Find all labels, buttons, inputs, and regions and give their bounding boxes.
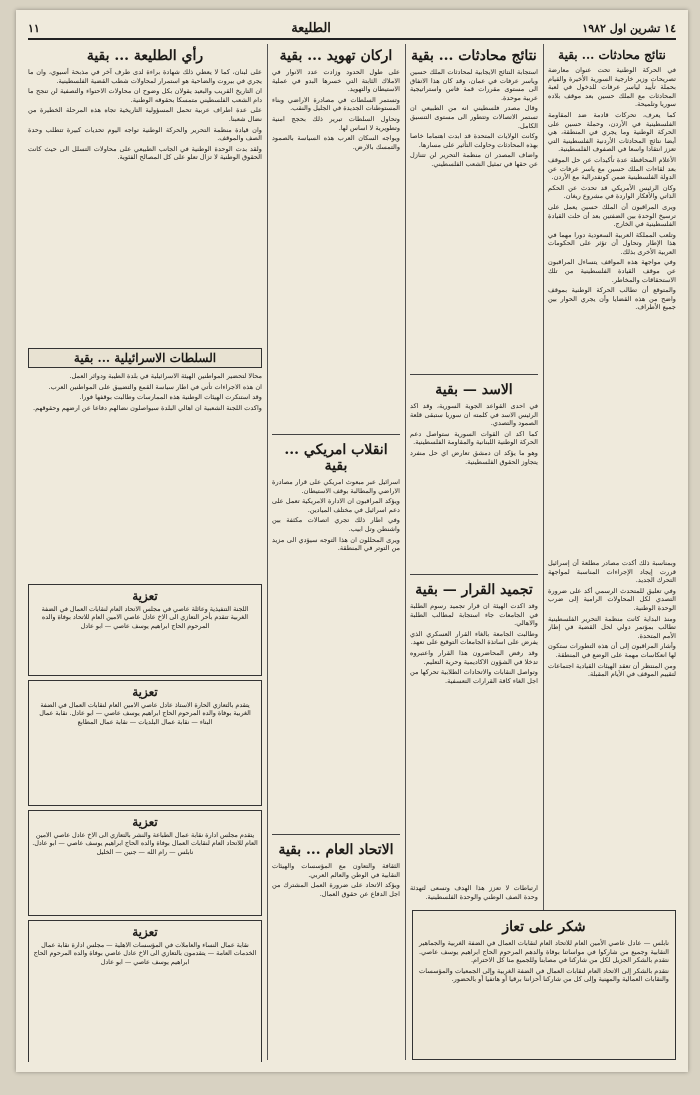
paragraph: والمتوقع أن تطالب الحركة الوطنية بموقف واضح من هذه القضايا وأن يجري الحوار بين جميع الأطراف. — [548, 286, 676, 312]
page-number: ١١ — [28, 21, 40, 35]
paragraph: كما اكد ان القوات السورية ستواصل دعم الحركة الوطنية اللبنانية والمقاومة الفلسطينية. — [410, 429, 538, 447]
article-israeli-authorities — [28, 344, 262, 574]
section-divider — [272, 434, 400, 435]
paragraph: الأعلام المحافظة عدة تأكيدات عن حل الموقف بعد لقاءات الملك حسين مع ياسر عرفات عن الدولة الفلسطينية ضمن كونفدرالية مع الأردن. — [548, 155, 676, 182]
issue-date: ١٤ تشرين اول ١٩٨٢ — [582, 21, 676, 35]
article-body — [410, 402, 538, 466]
paragraph: واكدت اللجنة الشعبية ان اهالي البلدة سيواصلون نضالهم دفاعا عن ارضهم وحقوقهم. — [32, 403, 262, 412]
section-divider — [410, 374, 538, 375]
condolence-notice — [28, 920, 262, 1062]
paragraph: ويؤكد الاتحاد على ضرورة العمل المشترك من اجل الدفاع عن حقوق العمال. — [272, 881, 400, 898]
condolence-heading: تعزية — [132, 589, 158, 603]
paragraph: في الحركة الوطنية تحت عنوان معارضة تصريحات وزير خارجية السورية الأخيرة والقيام بحملة تأييد لياسر عرفات للدخول في لعبة المحادثات مع الملك حسين بعد موقف بلاده سوريا وتلميحة. — [548, 66, 676, 109]
paragraph: وقد اكدت الهيئة ان قرار تجميد رسوم الطلبة في الجامعات جاء استجابة لمطالب الطلبة والاهالي. — [410, 602, 538, 628]
article-assad-continued — [410, 378, 538, 568]
paragraph: ومنذ البداية كانت منظمة التحرير الفلسطينية تطالب بمؤتمر دولي لحل القضية في إطار الأمم المتحدة. — [548, 614, 676, 640]
article-american-coup — [272, 438, 400, 818]
paragraph: وهو ما يؤكد ان دمشق تعارض اي حل منفرد يتجاوز الحقوق الفلسطينية. — [410, 448, 538, 466]
paragraph: وأشار المراقبون إلى أن هذه التطورات ستكون لها انعكاسات مهمة على الوضع في المنطقة. — [548, 642, 676, 659]
paragraph: كما يعرف، تحركات قادمة ضد المقاومة الفلسطينية في الأردن، وحملة حسين على الحركة الوطنية وما يجري في المنطقة، هي أيضا نتائج المحادثات الأردنية الفلسطينية التي تعزز انتقادا واسعا في الصفوف الفلسطينية. — [548, 110, 676, 154]
article-judaization — [272, 44, 400, 364]
paragraph: وفي اطار ذلك تجري اتصالات مكثفة بين واشنطن وتل ابيب. — [272, 516, 400, 533]
paragraph: في احدى القواعد الجوية السورية، وقد اكد الرئيس الاسد في كلمته ان سوريا ستبقى قلعة الصمود والتصدي. — [410, 402, 538, 428]
article-body — [28, 372, 262, 412]
paragraph: وتواصل النقابات والاتحادات الطلابية تحركها من اجل الغاء كافة القرارات التعسفية. — [410, 668, 538, 685]
condolence-notice — [28, 680, 262, 806]
column-2 — [410, 44, 538, 1062]
article-body — [548, 559, 676, 679]
condolence-body: يتقدم مجلس ادارة نقابة عمال الطباعة والنشر بالتعازي الى الاخ عادل عاصي الامين العام للاتحاد العام لنقابات العمال بوفاة والده الحاج ابراهيم يوسف عاصي — ابو عادل. نابلس — رام الله — جنين — الخليل — [32, 831, 258, 856]
article-body — [28, 68, 262, 162]
paragraph: ان هذه الاجراءات تأتي في اطار سياسة القمع والتضييق على المواطنين العرب. — [48, 382, 262, 391]
paragraph: وقال مصدر فلسطيني انه من الطبيعي ان تستمر الاتصالات وتتطور الى مستوى التنسيق الكامل. — [410, 104, 538, 130]
section-divider — [410, 574, 538, 575]
article-heading: تجميد القرار — بقية — [415, 582, 533, 598]
article-general-union — [272, 838, 400, 918]
paragraph: نابلس — عادل عاصي الأمين العام للاتحاد العام لنقابات العمال في الضفة الغربية والجماهير النقابية وجميع من شاركوا في مواساتنا بوفاة والدهم المرحوم الحاج ابراهيم يوسف عاصي. نتقدم بالشكر الجزيل لكل من شاركنا في مصابنا وللجميع منا كل الاحترام. — [419, 939, 669, 965]
article-heading: انقلاب امريكي ... بقية — [284, 442, 388, 474]
article-heading: نتائج محادثات ... بقية — [558, 48, 666, 62]
column-rule — [267, 44, 268, 1060]
paragraph: ويواجه السكان العرب هذه السياسة بالصمود والتمسك بالارض. — [272, 134, 400, 151]
condolence-body: نقابة عمال النساء والعاملات في المؤسسات الاهلية — مجلس ادارة نقابة عمال الخدمات العامة — يتقدمون بالتعازي الى الاخ عادل عاصي بوفاة والده المرحوم الحاج ابراهيم يوسف عاصي — ابو عادل — [33, 941, 257, 966]
paragraph: واضاف المصدر ان منظمة التحرير لن تتنازل عن حقها في تمثيل الشعب الفلسطيني. — [410, 151, 538, 168]
article-body — [410, 68, 538, 169]
condolence-notice — [28, 584, 262, 676]
article-body — [272, 862, 400, 898]
paragraph: استجابة النتائج الايجابية لمحادثات الملك حسين وياسر عرفات في عمان، وقد كان هذا الاتفاق الى مستوى مقررات قمة فاس واستراتيجية عربية موحدة. — [410, 68, 538, 102]
article-heading: اركان تهويد ... بقية — [279, 48, 393, 64]
article-talks-continued — [548, 44, 676, 554]
paragraph: محالا لتحضير المواطنين الهيئة الاسرائيلية في بلدة الطيبة ودوائر العمل. — [69, 372, 262, 380]
paragraph: وفي مواجهة هذه المواقف يتساءل المراقبون عن موقف القيادة الفلسطينية من تلك الاستحقاقات والمخاطر. — [548, 258, 676, 284]
column-4 — [28, 44, 262, 1062]
article-heading: الاسد — بقية — [435, 382, 513, 398]
paragraph: وبمناسبة ذلك أكدت مصادر مطلعة أن إسرائيل قررت إيجاد الإجراءات المناسبة لمواجهة التحرك الجديد. — [548, 559, 676, 585]
article-body — [272, 478, 400, 553]
condolence-notice — [28, 810, 262, 916]
paragraph: نتقدم بالشكر إلى الاتحاد العام لنقابات العمال في الضفة الغربية وإلى الجمعيات والمؤسسات والنقابات العمالية والمهنية وإلى كل من شاركنا أحزاننا برقيا أو هاتفيا أو بالحضور. — [419, 966, 669, 984]
paragraph: وقد رفض المحاضرون هذا القرار واعتبروه تدخلا في الشؤون الاكاديمية وحرية التعليم. — [410, 648, 538, 666]
paragraph: ولقد بدت الوحدة الوطنية في الجانب الطبيعي على محاولات التسلل الى حيث كانت الحقوق الوطنية لا تزال تعلو على كل المصالح الفئوية. — [28, 144, 262, 162]
article-heading: السلطات الاسرائيلية ... بقية — [28, 348, 262, 368]
condolence-body: اللجنة التنفيذية وعائلة عاصي في مجلس الاتحاد العام لنقابات العمال في الضفة الغربية تتقدم بأحر التعازي الى الاخ عادل عاصي الامين العام للاتحاد بوفاة والده المرحوم الحاج ابراهيم يوسف عاصي — ابو عادل — [41, 605, 249, 630]
paragraph: ويرى المراقبون أن الملك حسين يعمل على ترسيخ الوحدة بين الضفتين بعد أن حلت القيادة الفلسطينية في الخارج. — [548, 202, 676, 229]
condolence-heading: تعزية — [132, 685, 158, 699]
paragraph: وتلعب المملكة العربية السعودية دورا مهما في هذا الإطار وتحاول أن تؤثر على الحكومات العربية الأخرى بذلك. — [548, 230, 676, 256]
paragraph: وتحاول السلطات تبرير ذلك بحجج امنية وتطويرية لا اساس لها. — [272, 114, 400, 132]
article-heading: الاتحاد العام ... بقية — [278, 842, 394, 858]
article-talks-results — [410, 44, 538, 344]
paragraph: وكانت الولايات المتحدة قد ابدت اهتماما خاصا بهذه المحادثات وحاولت التأثير على مسارها. — [410, 132, 538, 149]
masthead — [28, 18, 676, 40]
newspaper-page — [16, 10, 688, 1072]
column-rule — [543, 44, 544, 1060]
article-freeze-decision — [410, 578, 538, 878]
paragraph: على طول الحدود وزادت عدد الانوار في الاملاك الثابتة التي خسرها البدو في عملية الاستيطان والتهويد. — [272, 68, 400, 94]
paper-title: الطليعة — [291, 20, 331, 36]
paragraph: وطالبت الجامعة بالغاء القرار العسكري الذي يفرض على اساتذة الجامعات التوقيع على تعهد. — [410, 629, 538, 647]
article-body — [548, 66, 676, 312]
paragraph: ارتباطات لا تعزز هذا الهدف وتسعى لتهدئة وحدة الصف الوطني والوحدة الفلسطينية. — [410, 884, 538, 901]
article-body — [272, 68, 400, 151]
paragraph: وقد استنكرت الهيئات الوطنية هذه الممارسات وطالبت بوقفها فورا. — [79, 393, 262, 402]
article-body — [410, 602, 538, 685]
paragraph: وان قيادة منظمة التحرير والحركة الوطنية تواجه اليوم تحديات كبيرة تتطلب وحدة الصف والموقف. — [28, 125, 262, 143]
column-3 — [272, 44, 400, 1062]
article-talks-lower — [548, 559, 676, 919]
article-heading: رأي الطليعة ... بقية — [86, 48, 204, 64]
paragraph: وكان الرئيس الأمريكي قد تحدث عن الحكم الذاتي والأفكار الواردة في مشروع ريغان. — [548, 183, 676, 201]
paragraph: وتستمر السلطات في مصادرة الاراضي وبناء المستوطنات الجديدة في الجليل والنقب. — [272, 95, 400, 113]
paragraph: ويرى المحللون ان هذا التوجه سيؤدي الى مزيد من التوتر في المنطقة. — [272, 535, 400, 553]
paragraph: على عدة اطراف عربية تحمل المسؤولية التاريخية تجاه هذه المرحلة الخطيرة من نضال شعبنا. — [28, 106, 262, 123]
editorial-opinion — [28, 44, 262, 314]
section-divider — [272, 834, 400, 835]
paragraph: على لبنان، كما لا يعطي ذلك شهادة براءة لدى طرف آخر في مذبحة أسيوي، وان ما يجري في بيروت والضاحية هو استمرار لمحاولات شطب القضية الفلسطينية. — [28, 68, 262, 85]
paragraph: ويؤكد المراقبون ان الادارة الامريكية تعمل على دعم اسرائيل في مختلف الميادين. — [272, 497, 400, 514]
column-rule — [405, 44, 406, 1060]
paragraph: ان التاريخ القريب والبعيد يقولان بكل وضوح ان محاولات الاحتواء والتصفية لن تنجح ما دام الشعب الفلسطيني متمسكا بحقوقه الوطنية. — [28, 87, 262, 104]
condolence-heading: تعزية — [132, 925, 158, 939]
condolence-heading: تعزية — [132, 815, 158, 829]
condolence-body: يتقدم بالتعازي الحارة الاستاذ عادل عاصي الامين العام لنقابات العمال في الضفة الغربية بوفاة والده المرحوم الحاج ابراهيم يوسف عاصي — ابو عادل. نقابة عمال البناء — نقابة عمال البلديات — نقابة عمال المطابع — [39, 701, 251, 726]
paragraph: وفي تعليق للمتحدث الرسمي أكد على ضرورة التصدي لكل المحاولات الرامية إلى ضرب الوحدة الوطنية. — [548, 586, 676, 612]
article-heading: نتائج محادثات ... بقية — [411, 48, 537, 64]
paragraph: اسرائيل عبر مبعوث امريكي على قرار مصادرة الاراضي والمطالبة بوقف الاستيطان. — [272, 478, 400, 495]
paragraph: ومن المنتظر أن تعقد الهيئات القيادية اجتماعات لتقييم الموقف في الأيام المقبلة. — [548, 661, 676, 679]
article-fragment — [410, 884, 538, 908]
paragraph: الثقافة والتعاون مع المؤسسات والهيئات النقابية في الوطن والعالم العربي. — [272, 862, 400, 879]
thanks-heading: شكر على تعاز — [502, 919, 586, 935]
